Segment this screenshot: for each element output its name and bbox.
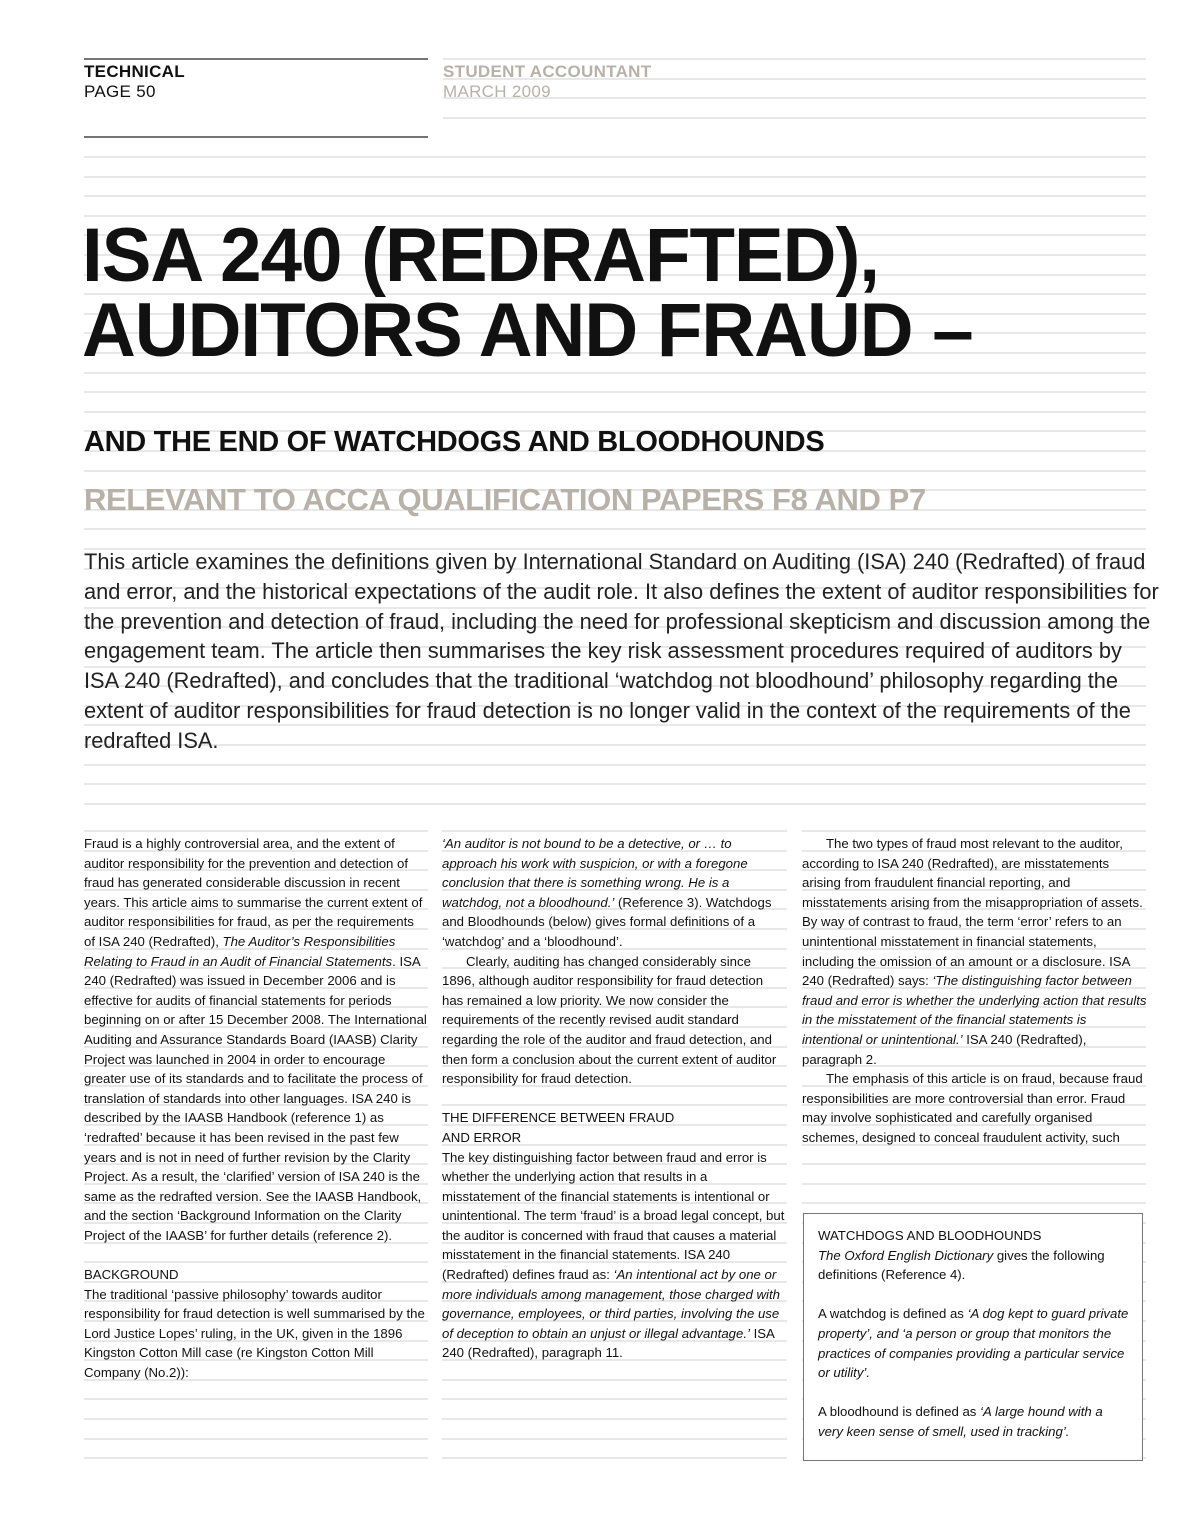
body-column-3	[802, 834, 1148, 1148]
box-title: WATCHDOGS AND BLOODHOUNDS	[818, 1228, 1042, 1243]
watchdog-definition: A watchdog is defined as ‘A dog kept to guard private property’, and ‘a person or group that monitors the practices of companies providing a particular service or utility’.	[818, 1306, 1129, 1381]
article-subtitle: AND THE END OF WATCHDOGS AND BLOODHOUNDS	[84, 426, 825, 458]
section-heading-background: BACKGROUND	[84, 1267, 179, 1283]
paragraph: The key distinguishing factor between fraud and error is whether the underlying action that results in a misstatement of the financial statements is intentional or unintentional. The term ‘fraud’ is a broad legal concept, but the auditor is concerned with fraud that causes a material misstatement in the financial statements. ISA 240 (Redrafted) defines fraud as: ‘An intentional act by one or more individuals among management, those charged with governance, employees, or third parties, involving the use of deception to obtain an unjust or illegal advantage.’ ISA 240 (Redrafted), paragraph 11.	[442, 1149, 785, 1361]
body-column-1	[84, 834, 428, 1383]
relevance-note: RELEVANT TO ACCA QUALIFICATION PAPERS F8 AND P7	[84, 482, 926, 517]
bloodhound-definition: A bloodhound is defined as ‘A large hound with a very keen sense of smell, used in tracking’.	[818, 1404, 1103, 1439]
paragraph: The emphasis of this article is on fraud, because fraud responsibilities are more controversial than error. Fraud may involve sophisticated and carefully organised schemes, designed to conceal fraudulent activity, such	[802, 1071, 1143, 1145]
issue-date: MARCH 2009	[443, 82, 551, 101]
publication-name: STUDENT ACCOUNTANT	[443, 62, 652, 81]
paragraph: The two types of fraud most relevant to the auditor, according to ISA 240 (Redrafted), are misstatements arising from fraudulent financial reporting, and misstatements arising from the misappropriation of assets. By way of contrast to fraud, the term ‘error’ refers to an unintentional misstatement in financial statements, including the omission of an amount or a disclosure. ISA 240 (Redrafted) says: ‘The distinguishing factor between fraud and error is whether the underlying action that results in the misstatement of the financial statements is intentional or unintentional.’ ISA 240 (Redrafted), paragraph 2.	[802, 836, 1147, 1067]
article-intro: This article examines the definitions given by International Standard on Auditing (ISA) 240 (Redrafted) of fraud and error, and the historical expectations of the audit role. It also defines the extent of auditor responsibilities for the prevention and detection of fraud, including the need for professional skepticism and discussion among the engagement team. The article then summarises the key risk assessment procedures required of auditors by ISA 240 (Redrafted), and concludes that the traditional ‘watchdog not bloodhound’ philosophy regarding the extent of auditor responsibilities for fraud detection is no longer valid in the context of the requirements of the redrafted ISA.	[84, 549, 1159, 753]
title-line-2: AUDITORS AND FRAUD –	[82, 288, 973, 373]
section-header	[84, 62, 185, 102]
paragraph: The traditional ‘passive philosophy’ towards auditor responsibility for fraud detection is well summarised by the Lord Justice Lopes’ ruling, in the UK, given in the 1896 Kingston Cotton Mill case (re Kingston Cotton Mill Company (No.2)):	[84, 1286, 425, 1381]
section-heading-fraud-error: THE DIFFERENCE BETWEEN FRAUD AND ERROR	[442, 1110, 675, 1145]
publication-header	[443, 62, 651, 102]
paragraph: Clearly, auditing has changed considerably since 1896, although auditor responsibility for fraud detection has remained a low priority. We now consider the requirements of the recently revised audit standard regarding the role of the auditor and fraud detection, and then form a conclusion about the current extent of auditor responsibility for fraud detection.	[442, 953, 777, 1087]
paragraph: ‘An auditor is not bound to be a detective, or … to approach his work with suspicion, or with a foregone conclusion that there is something wrong. He is a watchdog, not a bloodhound.’ (Reference 3). Watchdogs and Bloodhounds (below) gives formal definitions of a ‘watchdog’ and a ‘bloodhound’.	[442, 836, 772, 949]
title-line-1: ISA 240 (REDRAFTED),	[82, 213, 880, 298]
box-intro: The Oxford English Dictionary gives the following definitions (Reference 4).	[818, 1247, 1105, 1283]
paragraph: Fraud is a highly controversial area, and the extent of auditor responsibility for the prevention and detection of fraud has generated considerable discussion in recent years. This article aims to summarise the current extent of auditor responsibilities for fraud, as per the requirements of ISA 240 (Redrafted), The Auditor’s Responsibilities Relating to Fraud in an Audit of Financial Statements. ISA 240 (Redrafted) was issued in December 2006 and is effective for audits of financial statements for periods beginning on or after 15 December 2008. The International Auditing and Assurance Standards Board (IAASB) Clarity Project was launched in 2004 in order to encourage greater use of its standards and to facilitate the process of translation of standards into other languages. ISA 240 is described by the IAASB Handbook (reference 1) as ‘redrafted’ because it has been revised in the past few years and is not in need of further revision by the Clarity Project. As a result, the ‘clarified’ version of ISA 240 is the same as the redrafted version. See the IAASB Handbook, and the section ‘Background Information on the Clarity Project of the IAASB’ for further details (reference 2).	[84, 836, 427, 1243]
article-title	[82, 213, 1140, 373]
section-label: TECHNICAL	[84, 62, 185, 81]
page-number: PAGE 50	[84, 82, 156, 101]
sidebar-box-watchdogs	[803, 1213, 1143, 1461]
body-column-2	[442, 834, 787, 1363]
